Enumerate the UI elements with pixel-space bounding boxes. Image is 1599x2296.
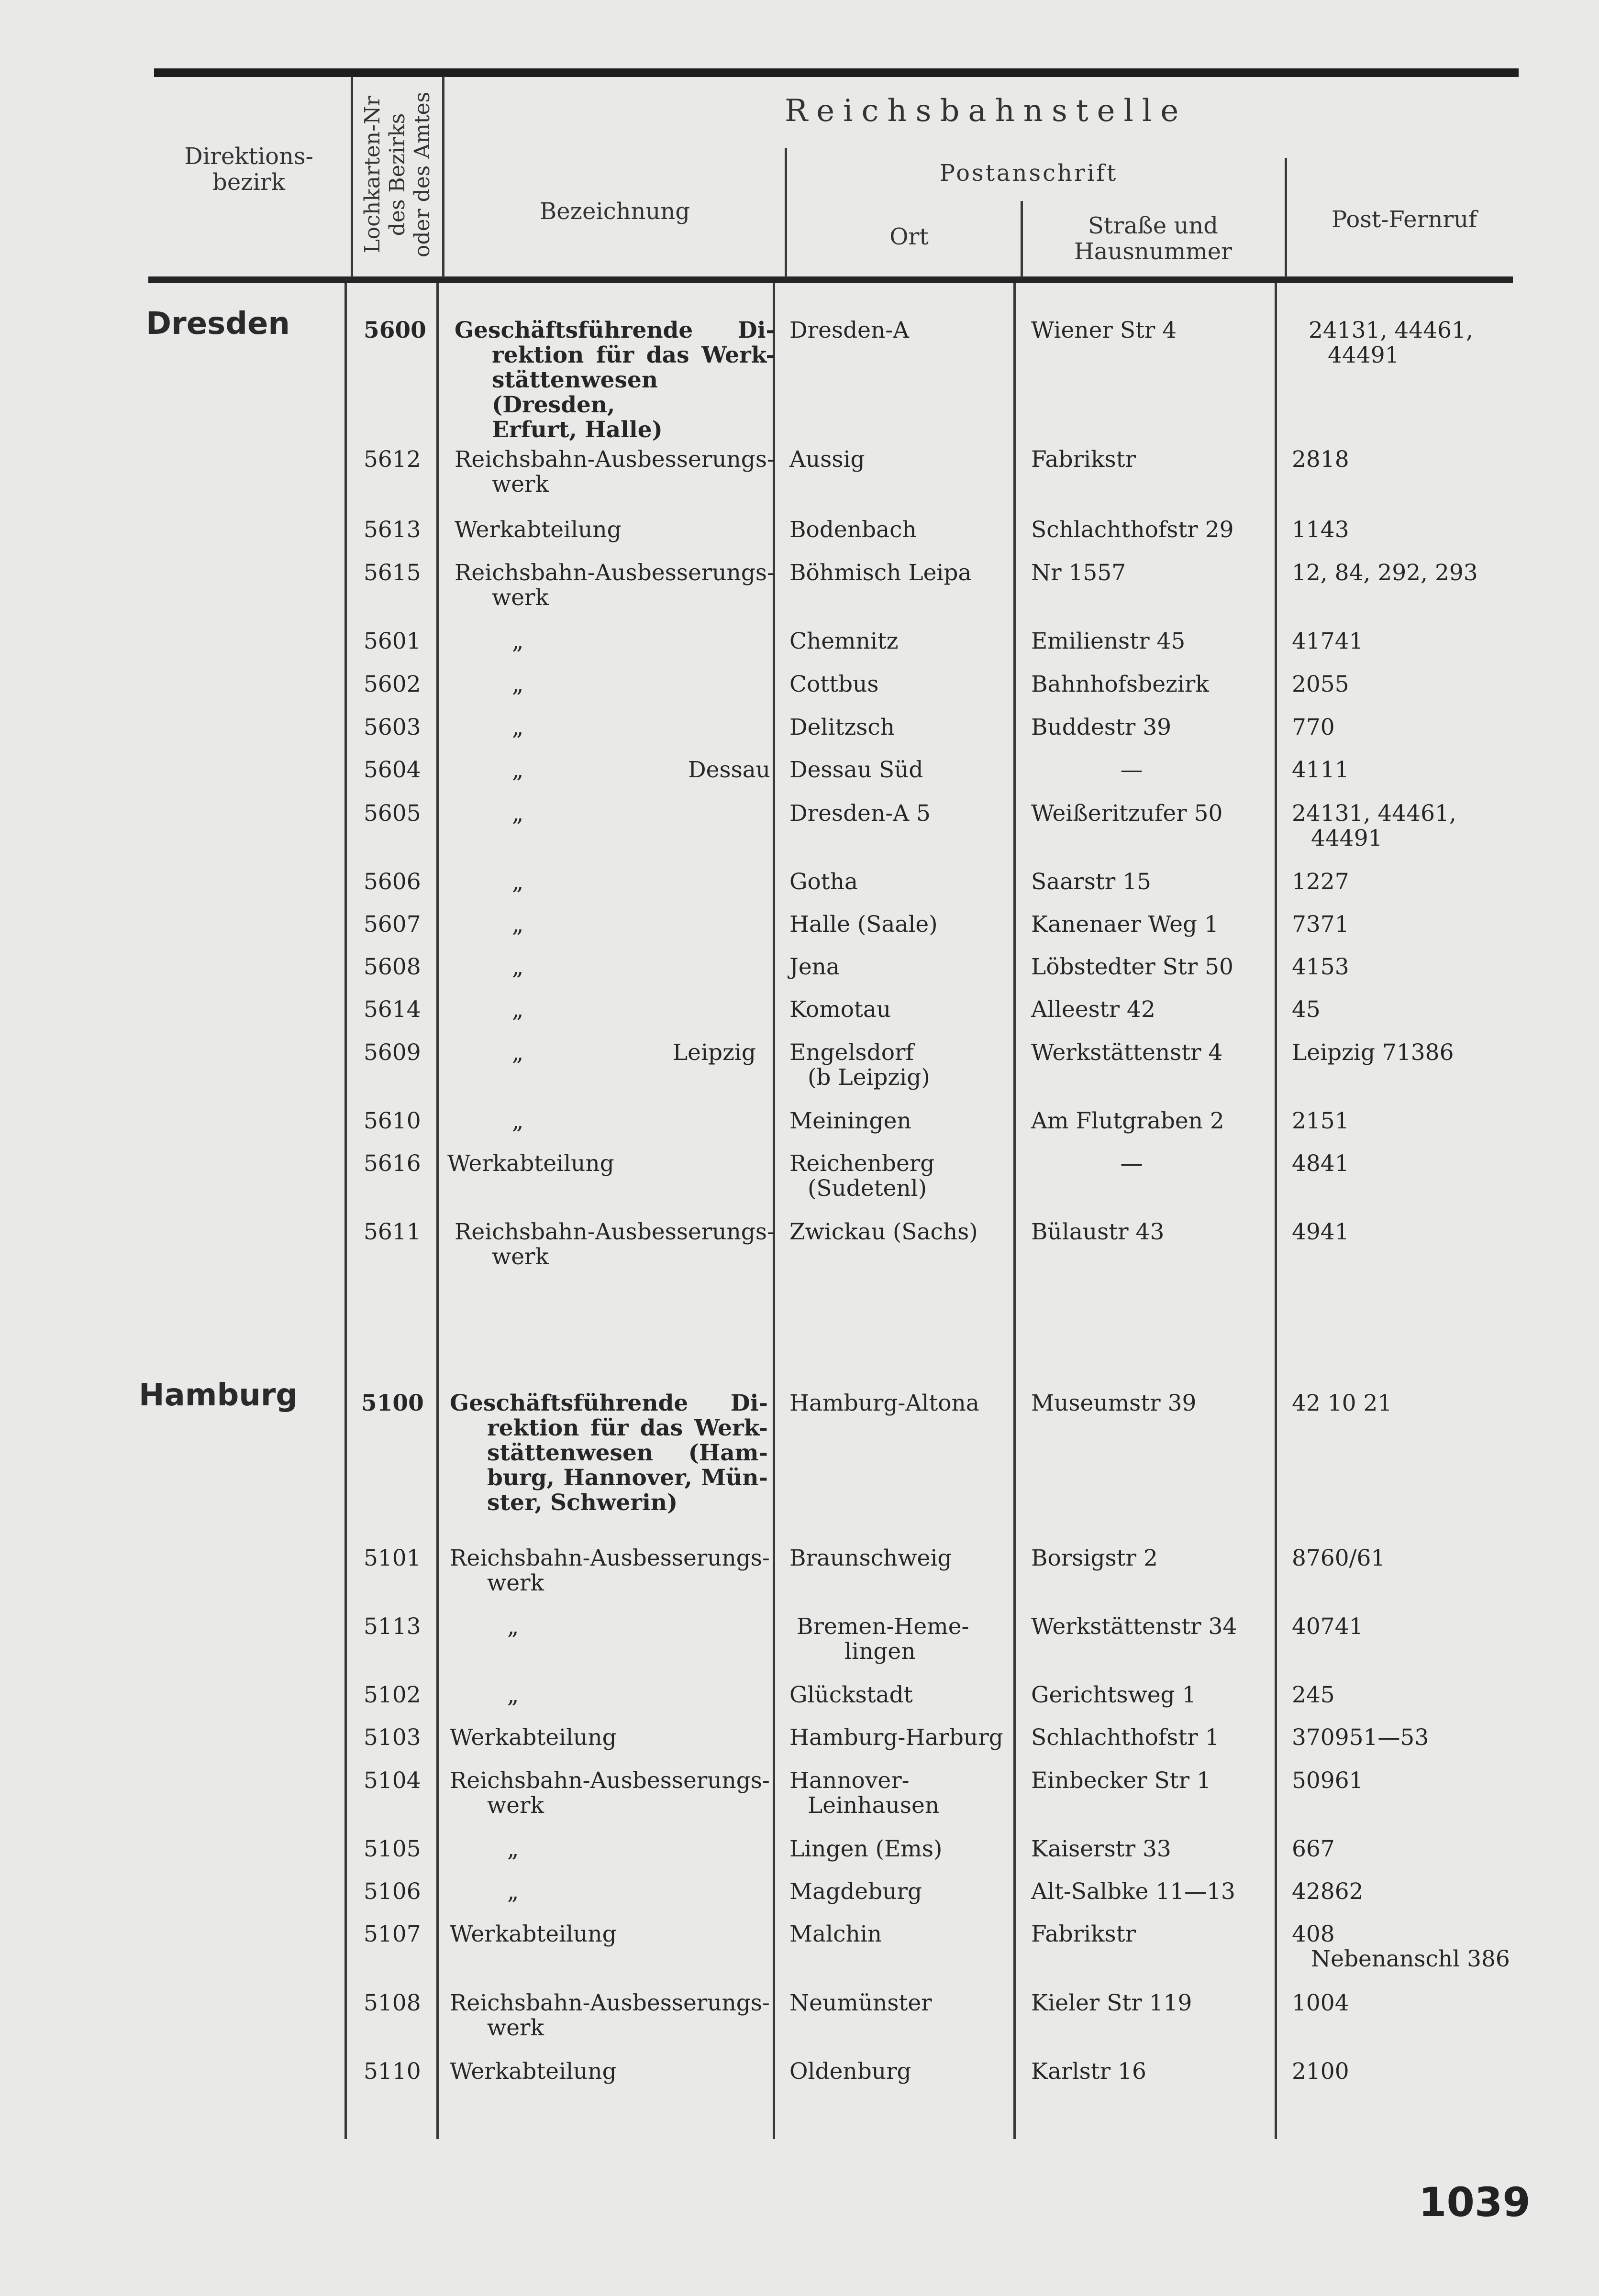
lochkarten-nr: 5611 bbox=[364, 1219, 421, 1245]
fernruf: 408 Nebenanschl 386 bbox=[1292, 1921, 1510, 1972]
fernruf: 7371 bbox=[1292, 911, 1349, 938]
fernruf: 4841 bbox=[1292, 1150, 1349, 1177]
lochkarten-nr: 5605 bbox=[364, 800, 421, 827]
fernruf: 2100 bbox=[1292, 2058, 1349, 2085]
header-fernruf: Post-Fernruf bbox=[1332, 206, 1477, 233]
strasse: Einbecker Str 1 bbox=[1031, 1767, 1211, 1794]
bezeichnung: Reichsbahn-Ausbesserungs- werk bbox=[455, 446, 775, 497]
bezeichnung: Werkabteilung bbox=[447, 1150, 614, 1177]
lochkarten-nr: 5100 bbox=[361, 1390, 424, 1416]
ort: Dresden-A 5 bbox=[789, 800, 931, 827]
header-divider bbox=[785, 148, 787, 277]
ort: Gotha bbox=[789, 869, 858, 895]
ort: Bodenbach bbox=[789, 517, 917, 543]
bezeichnung: Reichsbahn-Ausbesserungs- werk bbox=[455, 1219, 775, 1270]
lochkarten-nr: 5108 bbox=[364, 1990, 421, 2016]
bezeichnung: Werkabteilung bbox=[450, 1921, 617, 1947]
ort: Magdeburg bbox=[789, 1878, 922, 1905]
lochkarten-nr: 5616 bbox=[364, 1150, 421, 1177]
header-rule bbox=[148, 276, 1513, 283]
fernruf: 42 10 21 bbox=[1292, 1390, 1392, 1416]
bezeichnung: Geschäftsführende Di- rektion für das Werk- stättenwesen (Ham- burg, Hannover, Mün- ster, Schwerin) bbox=[450, 1390, 768, 1516]
strasse: Wiener Str 4 bbox=[1031, 317, 1177, 343]
bezirk-dresden: Dresden bbox=[146, 306, 290, 342]
top-rule bbox=[154, 68, 1519, 77]
header-reichsbahnstelle: Reichsbahnstelle bbox=[785, 93, 1188, 129]
strasse: Buddestr 39 bbox=[1031, 714, 1172, 740]
bezirk-hamburg: Hamburg bbox=[139, 1378, 298, 1413]
lochkarten-nr: 5614 bbox=[364, 996, 421, 1023]
fernruf: 4153 bbox=[1292, 954, 1349, 980]
fernruf: 245 bbox=[1292, 1682, 1335, 1708]
strasse: Weißeritzufer 50 bbox=[1031, 800, 1223, 827]
lochkarten-nr: 5603 bbox=[364, 714, 421, 740]
bezeichnung-ort-hint: Leipzig bbox=[672, 1039, 756, 1066]
ditto-mark: „ bbox=[512, 714, 524, 740]
strasse: — bbox=[1120, 757, 1143, 783]
ditto-mark: „ bbox=[512, 1108, 524, 1134]
ort: Komotau bbox=[789, 996, 891, 1023]
lochkarten-nr: 5607 bbox=[364, 911, 421, 938]
ort: Aussig bbox=[789, 446, 865, 473]
column-divider bbox=[436, 283, 439, 2139]
ditto-mark: „ bbox=[507, 1836, 519, 1862]
ort: Hannover- Leinhausen bbox=[789, 1767, 940, 1819]
ort: Malchin bbox=[789, 1921, 882, 1947]
ort: Chemnitz bbox=[789, 628, 899, 654]
lochkarten-nr: 5106 bbox=[364, 1878, 421, 1905]
ditto-mark: „ bbox=[507, 1878, 519, 1905]
fernruf: 667 bbox=[1292, 1836, 1335, 1862]
ditto-mark: „ bbox=[512, 671, 524, 697]
ditto-mark: „ bbox=[512, 954, 524, 980]
header-ort: Ort bbox=[889, 223, 929, 250]
strasse: Löbstedter Str 50 bbox=[1031, 954, 1233, 980]
lochkarten-nr: 5602 bbox=[364, 671, 421, 697]
bezeichnung: Reichsbahn-Ausbesserungs- werk bbox=[450, 1767, 770, 1819]
lochkarten-nr: 5101 bbox=[364, 1545, 421, 1571]
lochkarten-nr: 5601 bbox=[364, 628, 421, 654]
strasse: Schlachthofstr 1 bbox=[1031, 1724, 1220, 1751]
ort: Zwickau (Sachs) bbox=[789, 1219, 978, 1245]
fernruf: 40741 bbox=[1292, 1613, 1364, 1640]
strasse: Am Flutgraben 2 bbox=[1031, 1108, 1224, 1134]
strasse: Museumstr 39 bbox=[1031, 1390, 1197, 1416]
ort: Böhmisch Leipa bbox=[789, 560, 972, 586]
ditto-mark: „ bbox=[512, 800, 524, 827]
strasse: — bbox=[1120, 1150, 1143, 1177]
page-number: 1039 bbox=[1419, 2179, 1531, 2226]
strasse: Gerichtsweg 1 bbox=[1031, 1682, 1197, 1708]
ort: Halle (Saale) bbox=[789, 911, 938, 938]
strasse: Fabrikstr bbox=[1031, 446, 1136, 473]
strasse: Bülaustr 43 bbox=[1031, 1219, 1165, 1245]
fernruf: 24131, 44461, 44491 bbox=[1292, 800, 1456, 851]
lochkarten-nr: 5113 bbox=[364, 1613, 421, 1640]
lochkarten-nr: 5604 bbox=[364, 757, 421, 783]
strasse: Alleestr 42 bbox=[1031, 996, 1155, 1023]
ort: Jena bbox=[789, 954, 840, 980]
bezeichnung: Reichsbahn-Ausbesserungs- werk bbox=[450, 1990, 770, 2041]
ort: Hamburg-Harburg bbox=[789, 1724, 1003, 1751]
ort: Dresden-A bbox=[789, 317, 910, 343]
strasse: Kieler Str 119 bbox=[1031, 1990, 1192, 2016]
ort: Meiningen bbox=[789, 1108, 911, 1134]
bezeichnung: Reichsbahn-Ausbesserungs- werk bbox=[455, 560, 775, 611]
strasse: Alt-Salbke 11—13 bbox=[1031, 1878, 1235, 1905]
ditto-mark: „ bbox=[507, 1613, 519, 1640]
strasse: Werkstättenstr 34 bbox=[1031, 1613, 1237, 1640]
fernruf: Leipzig 71386 bbox=[1292, 1039, 1454, 1066]
ditto-mark: „ bbox=[507, 1682, 519, 1708]
lochkarten-nr: 5615 bbox=[364, 560, 421, 586]
strasse: Werkstättenstr 4 bbox=[1031, 1039, 1223, 1066]
fernruf: 24131, 44461, 44491 bbox=[1309, 317, 1473, 368]
fernruf: 1004 bbox=[1292, 1990, 1349, 2016]
lochkarten-nr: 5610 bbox=[364, 1108, 421, 1134]
ditto-mark: „ bbox=[512, 996, 524, 1023]
ditto-mark: „ bbox=[512, 911, 524, 938]
strasse: Karlstr 16 bbox=[1031, 2058, 1146, 2085]
ditto-mark: „ bbox=[512, 628, 524, 654]
fernruf: 1227 bbox=[1292, 869, 1349, 895]
ditto-mark: „ bbox=[512, 1039, 524, 1066]
fernruf: 41741 bbox=[1292, 628, 1364, 654]
fernruf: 8760/61 bbox=[1292, 1545, 1386, 1571]
strasse: Nr 1557 bbox=[1031, 560, 1126, 586]
ditto-mark: „ bbox=[512, 869, 524, 895]
strasse: Schlachthofstr 29 bbox=[1031, 517, 1234, 543]
strasse: Kanenaer Weg 1 bbox=[1031, 911, 1219, 938]
fernruf: 370951—53 bbox=[1292, 1724, 1429, 1751]
strasse: Bahnhofsbezirk bbox=[1031, 671, 1209, 697]
column-divider bbox=[1275, 283, 1277, 2139]
fernruf: 45 bbox=[1292, 996, 1321, 1023]
ditto-mark: „ bbox=[512, 757, 524, 783]
ort: Bremen-Heme- lingen bbox=[797, 1613, 969, 1665]
fernruf: 2151 bbox=[1292, 1108, 1349, 1134]
ort: Delitzsch bbox=[789, 714, 895, 740]
fernruf: 1143 bbox=[1292, 517, 1349, 543]
fernruf: 4111 bbox=[1292, 757, 1349, 783]
bezeichnung: Geschäftsführende Di- rektion für das Werk- stättenwesen (Dresden, Erfurt, Halle) bbox=[455, 317, 775, 443]
ort: Neumünster bbox=[789, 1990, 932, 2016]
fernruf: 42862 bbox=[1292, 1878, 1364, 1905]
ort: Oldenburg bbox=[789, 2058, 911, 2085]
header-divider bbox=[1021, 201, 1023, 277]
bezeichnung: Werkabteilung bbox=[455, 517, 622, 543]
ort: Cottbus bbox=[789, 671, 879, 697]
header-divider bbox=[1285, 158, 1287, 277]
strasse: Saarstr 15 bbox=[1031, 869, 1151, 895]
lochkarten-nr: 5104 bbox=[364, 1767, 421, 1794]
header-postanschrift: Postanschrift bbox=[939, 160, 1118, 187]
header-direktionsbezirk: Direktions- bezirk bbox=[184, 143, 313, 196]
lochkarten-nr: 5608 bbox=[364, 954, 421, 980]
fernruf: 2055 bbox=[1292, 671, 1349, 697]
ort: Dessau Süd bbox=[789, 757, 923, 783]
fernruf: 770 bbox=[1292, 714, 1335, 740]
strasse: Fabrikstr bbox=[1031, 1921, 1136, 1947]
strasse: Kaiserstr 33 bbox=[1031, 1836, 1171, 1862]
header-bezeichnung: Bezeichnung bbox=[540, 198, 690, 225]
bezeichnung: Reichsbahn-Ausbesserungs- werk bbox=[450, 1545, 770, 1596]
bezeichnung-ort-hint: Dessau bbox=[688, 757, 770, 783]
lochkarten-nr: 5105 bbox=[364, 1836, 421, 1862]
header-lochkarten: Lochkarten-Nr des Bezirks oder des Amtes bbox=[360, 91, 434, 258]
lochkarten-nr: 5107 bbox=[364, 1921, 421, 1947]
column-divider bbox=[344, 283, 347, 2139]
ort: Engelsdorf (b Leipzig) bbox=[789, 1039, 930, 1091]
header-strasse: Straße und Hausnummer bbox=[1074, 212, 1233, 265]
ort: Lingen (Ems) bbox=[789, 1836, 943, 1862]
fernruf: 4941 bbox=[1292, 1219, 1349, 1245]
ort: Reichenberg (Sudetenl) bbox=[789, 1150, 935, 1202]
lochkarten-nr: 5613 bbox=[364, 517, 421, 543]
fernruf: 2818 bbox=[1292, 446, 1349, 473]
fernruf: 12, 84, 292, 293 bbox=[1292, 560, 1478, 586]
fernruf: 50961 bbox=[1292, 1767, 1364, 1794]
lochkarten-nr: 5110 bbox=[364, 2058, 421, 2085]
lochkarten-nr: 5103 bbox=[364, 1724, 421, 1751]
bezeichnung: Werkabteilung bbox=[450, 1724, 617, 1751]
strasse: Emilienstr 45 bbox=[1031, 628, 1186, 654]
ort: Glückstadt bbox=[789, 1682, 913, 1708]
bezeichnung: Werkabteilung bbox=[450, 2058, 617, 2085]
lochkarten-nr: 5609 bbox=[364, 1039, 421, 1066]
lochkarten-nr: 5612 bbox=[364, 446, 421, 473]
strasse: Borsigstr 2 bbox=[1031, 1545, 1158, 1571]
ort: Hamburg-Altona bbox=[789, 1390, 979, 1416]
lochkarten-nr: 5102 bbox=[364, 1682, 421, 1708]
ort: Braunschweig bbox=[789, 1545, 952, 1571]
lochkarten-nr: 5606 bbox=[364, 869, 421, 895]
lochkarten-nr: 5600 bbox=[364, 317, 426, 343]
